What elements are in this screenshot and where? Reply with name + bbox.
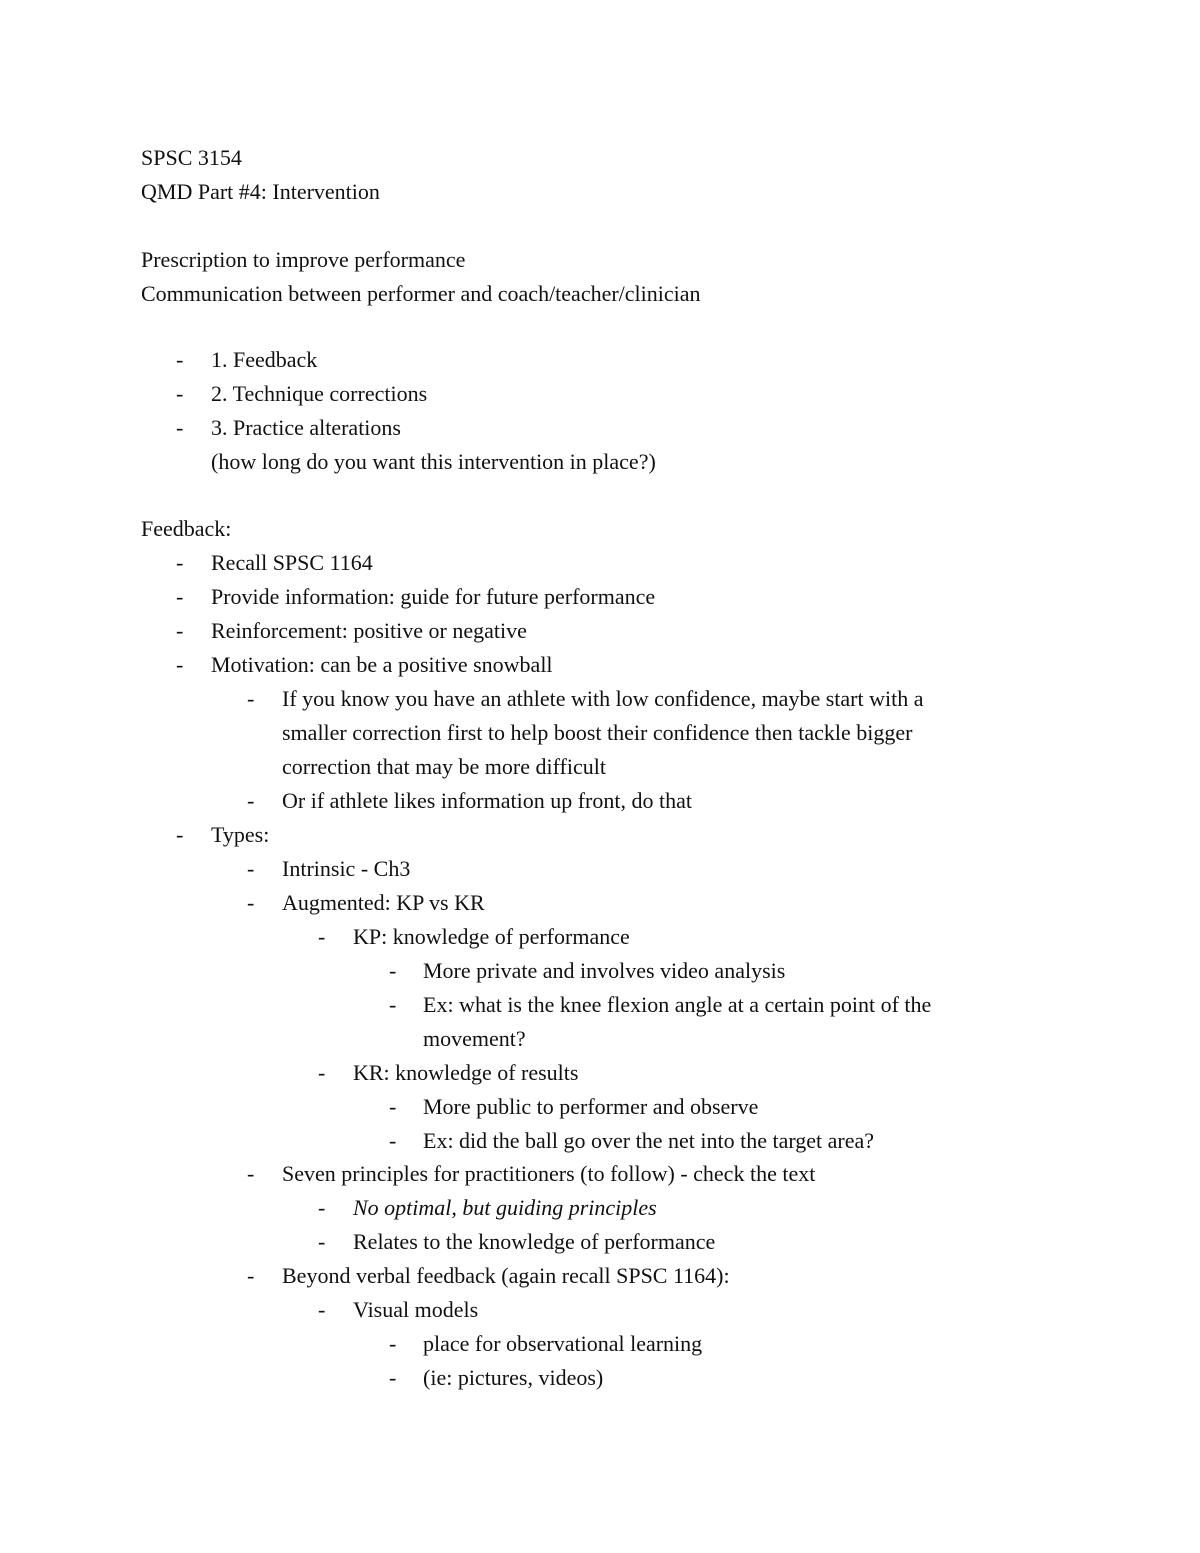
list-item: (ie: pictures, videos) (423, 1365, 604, 1390)
intro-line: Prescription to improve performance (141, 247, 466, 272)
list-bullet: - (176, 584, 184, 609)
list-item: place for observational learning (423, 1331, 703, 1356)
list-item: Ex: did the ball go over the net into the target area? (423, 1128, 875, 1153)
list-item: Or if athlete likes information up front, do that (282, 788, 692, 813)
list-bullet: - (176, 822, 184, 847)
list-item: Beyond verbal feedback (again recall SPSC 1164): (282, 1263, 730, 1288)
list-item: 2. Technique corrections (211, 381, 428, 406)
course-code: SPSC 3154 (141, 145, 242, 170)
list-bullet: - (176, 347, 184, 372)
list-bullet: - (176, 381, 184, 406)
list-item: Types: (211, 822, 270, 847)
list-bullet: - (389, 1128, 397, 1153)
list-item: More public to performer and observe (423, 1094, 759, 1119)
list-item: Recall SPSC 1164 (211, 550, 373, 575)
list-bullet: - (247, 1161, 255, 1186)
list-bullet: - (176, 652, 184, 677)
list-bullet: - (247, 686, 255, 711)
list-bullet: - (318, 1195, 326, 1220)
list-item: If you know you have an athlete with low confidence, maybe start with a (282, 686, 924, 711)
list-item: Intrinsic - Ch3 (282, 856, 411, 881)
list-bullet: - (247, 890, 255, 915)
list-bullet: - (247, 856, 255, 881)
list-item: Ex: what is the knee flexion angle at a certain point of the (423, 992, 932, 1017)
list-item: More private and involves video analysis (423, 958, 786, 983)
document-title: QMD Part #4: Intervention (141, 179, 380, 204)
list-item: No optimal, but guiding principles (353, 1195, 657, 1220)
list-item: Provide information: guide for future performance (211, 584, 656, 609)
list-bullet: - (176, 618, 184, 643)
list-item: 3. Practice alterations (211, 415, 401, 440)
list-bullet: - (247, 788, 255, 813)
list-item-continuation: smaller correction first to help boost their confidence then tackle bigger (282, 720, 913, 745)
list-item: 1. Feedback (211, 347, 318, 372)
section-heading: Feedback: (141, 516, 232, 541)
intro-line: Communication between performer and coach/teacher/clinician (141, 281, 701, 306)
list-item: Reinforcement: positive or negative (211, 618, 527, 643)
list-item: Seven principles for practitioners (to follow) - check the text (282, 1161, 816, 1186)
list-item: KP: knowledge of performance (353, 924, 630, 949)
list-bullet: - (247, 1263, 255, 1288)
list-bullet: - (389, 958, 397, 983)
list-item: KR: knowledge of results (353, 1060, 579, 1085)
list-item-note: (how long do you want this intervention in place?) (211, 449, 656, 474)
list-bullet: - (389, 1331, 397, 1356)
list-item: Relates to the knowledge of performance (353, 1229, 716, 1254)
list-bullet: - (318, 1060, 326, 1085)
list-bullet: - (389, 1365, 397, 1390)
list-bullet: - (176, 415, 184, 440)
list-bullet: - (318, 924, 326, 949)
list-item-continuation: correction that may be more difficult (282, 754, 606, 779)
list-bullet: - (389, 1094, 397, 1119)
list-item: Visual models (353, 1297, 479, 1322)
list-bullet: - (389, 992, 397, 1017)
list-item: Augmented: KP vs KR (282, 890, 485, 915)
list-item: Motivation: can be a positive snowball (211, 652, 553, 677)
list-bullet: - (176, 550, 184, 575)
list-bullet: - (318, 1297, 326, 1322)
list-item-continuation: movement? (423, 1026, 526, 1051)
list-bullet: - (318, 1229, 326, 1254)
